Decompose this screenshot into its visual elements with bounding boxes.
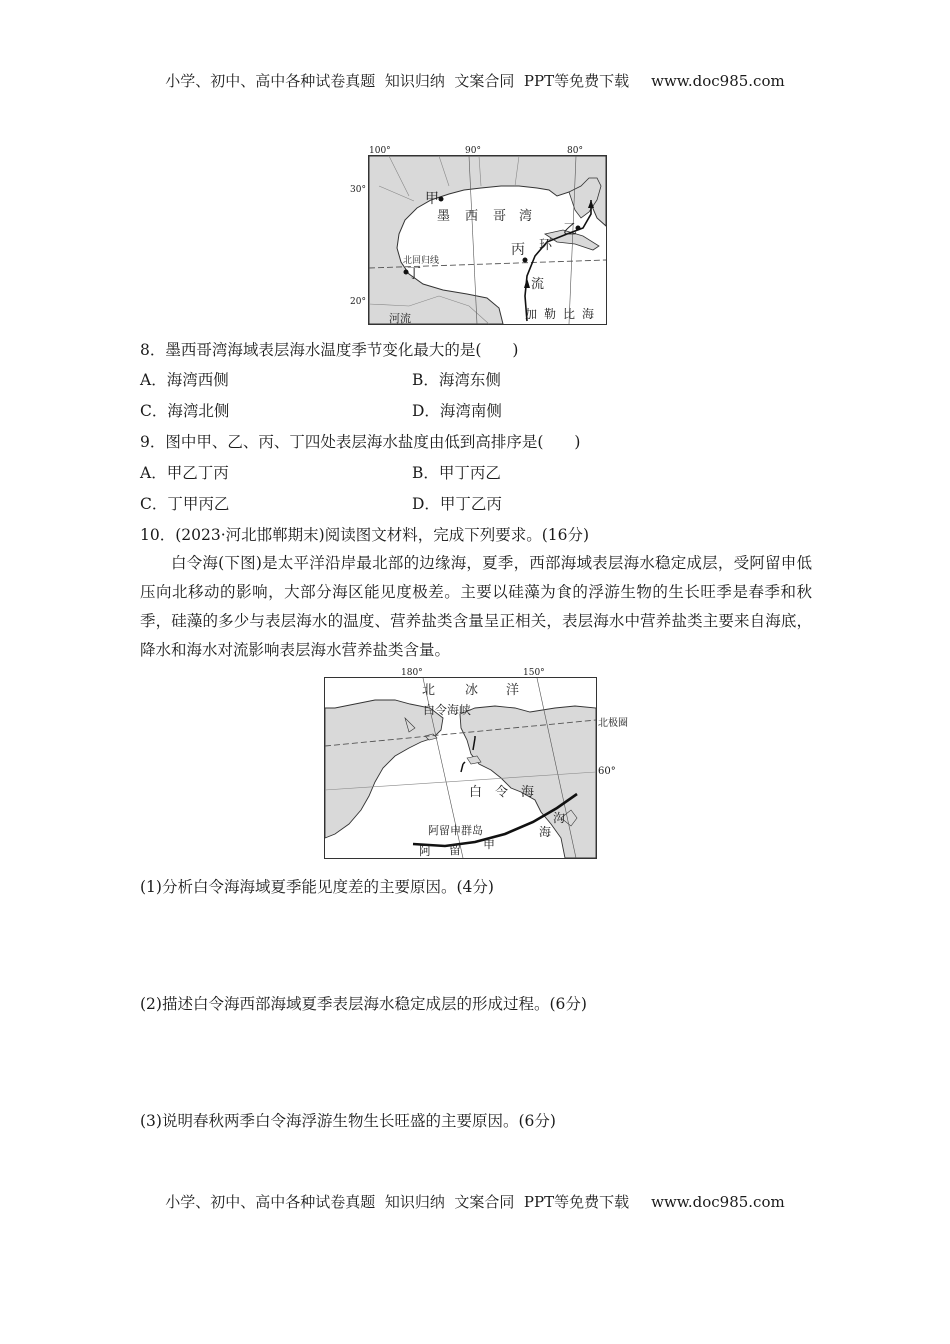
lat-label-20: 20°	[350, 297, 366, 307]
q8-option-d: D．海湾南侧	[412, 402, 502, 420]
gulf-label-1: 墨	[437, 209, 451, 224]
trench-label-4: 海	[539, 825, 552, 839]
q10-sub3: (3)说明春秋两季白令海浮游生物生长旺盛的主要原因。(6分)	[140, 1112, 556, 1130]
lon-label-100: 100°	[369, 146, 391, 156]
lat-label-30: 30°	[350, 185, 366, 195]
bering-label-3: 海	[521, 785, 535, 800]
bering-label-2: 令	[495, 785, 509, 800]
q8-option-a: A．海湾西侧	[140, 371, 229, 389]
lat60-label: 60°	[598, 766, 616, 777]
caribbean-label-4: 海	[582, 307, 595, 321]
q9-option-b: B．甲丁丙乙	[412, 464, 501, 482]
header-site: www.doc985.com	[651, 72, 785, 90]
gulf-label-4: 湾	[519, 209, 533, 224]
lon-label-80: 80°	[567, 146, 583, 156]
arctic-label-1: 北	[422, 683, 436, 698]
q10-sub1: (1)分析白令海海域夏季能见度差的主要原因。(4分)	[140, 878, 494, 896]
place-yi: 乙	[563, 222, 577, 238]
lon-label-150: 150°	[523, 668, 545, 678]
q9-option-d: D．甲丁乙丙	[412, 495, 502, 513]
bering-label-1: 白	[469, 785, 483, 800]
gulf-of-mexico-map	[350, 146, 607, 325]
q8-stem: 8．墨西哥湾海域表层海水温度季节变化最大的是( )	[140, 341, 519, 359]
q9-option-a: A．甲乙丁丙	[140, 464, 229, 482]
q10-sub2: (2)描述白令海西部海域夏季表层海水稳定成层的形成过程。(6分)	[140, 995, 587, 1013]
arctic-circle-label: 北极圈	[598, 718, 628, 729]
q9-option-c: C．丁甲丙乙	[140, 495, 230, 513]
arctic-label-2: 冰	[465, 683, 479, 698]
tropic-label: 北回归线	[403, 256, 440, 266]
lon-label-180: 180°	[401, 668, 423, 678]
arctic-label-3: 洋	[506, 683, 520, 698]
place-ding: 丁	[407, 266, 421, 282]
gulf-label-3: 哥	[493, 209, 507, 224]
caribbean-label-3: 比	[563, 307, 576, 321]
current-label-1: 环	[539, 238, 553, 253]
current-label-2: 流	[531, 277, 545, 292]
place-bing: 丙	[511, 242, 525, 258]
footer-site: www.doc985.com	[651, 1193, 785, 1211]
trench-label-2: 留	[449, 843, 462, 857]
caribbean-label-2: 勒	[544, 307, 557, 321]
gulf-label-2: 西	[465, 209, 479, 224]
q8-option-c: C．海湾北侧	[140, 402, 230, 420]
trench-label-3: 申	[483, 837, 496, 851]
lon-label-90: 90°	[465, 146, 481, 156]
page-footer	[0, 1191, 950, 1212]
strait-label: 白令海峡	[423, 703, 472, 717]
caribbean-label-1: 加	[525, 307, 538, 321]
footer-text: 小学、初中、高中各种试卷真题 知识归纳 文案合同 PPT等免费下载	[165, 1193, 630, 1211]
river-label: 河流	[389, 312, 411, 325]
q8-option-b: B．海湾东侧	[412, 371, 501, 389]
page-header	[0, 70, 950, 91]
trench-label-1: 阿	[419, 844, 432, 858]
islands-label: 阿留申群岛	[428, 824, 483, 837]
trench-label-5: 沟	[553, 811, 566, 825]
q9-stem: 9．图中甲、乙、丙、丁四处表层海水盐度由低到高排序是( )	[140, 433, 581, 451]
q10-passage: 白令海(下图)是太平洋沿岸最北部的边缘海，夏季，西部海域表层海水稳定成层，受阿留申低压向北移动的影响，大部分海区能见度极差。主要以硅藻为食的浮游生物的生长旺季是春季和秋季，硅藻的多少与表层海水的温度、营养盐类含量呈正相关，表层海水中营养盐类主要来自海底，降水和海水对流影响表层海水营养盐类含量。	[140, 554, 812, 659]
bering-sea-map	[324, 668, 597, 859]
header-text: 小学、初中、高中各种试卷真题 知识归纳 文案合同 PPT等免费下载	[165, 72, 630, 90]
q10-stem: 10．(2023·河北邯郸期末)阅读图文材料，完成下列要求。(16分)	[140, 526, 590, 544]
place-jia: 甲	[425, 191, 439, 207]
